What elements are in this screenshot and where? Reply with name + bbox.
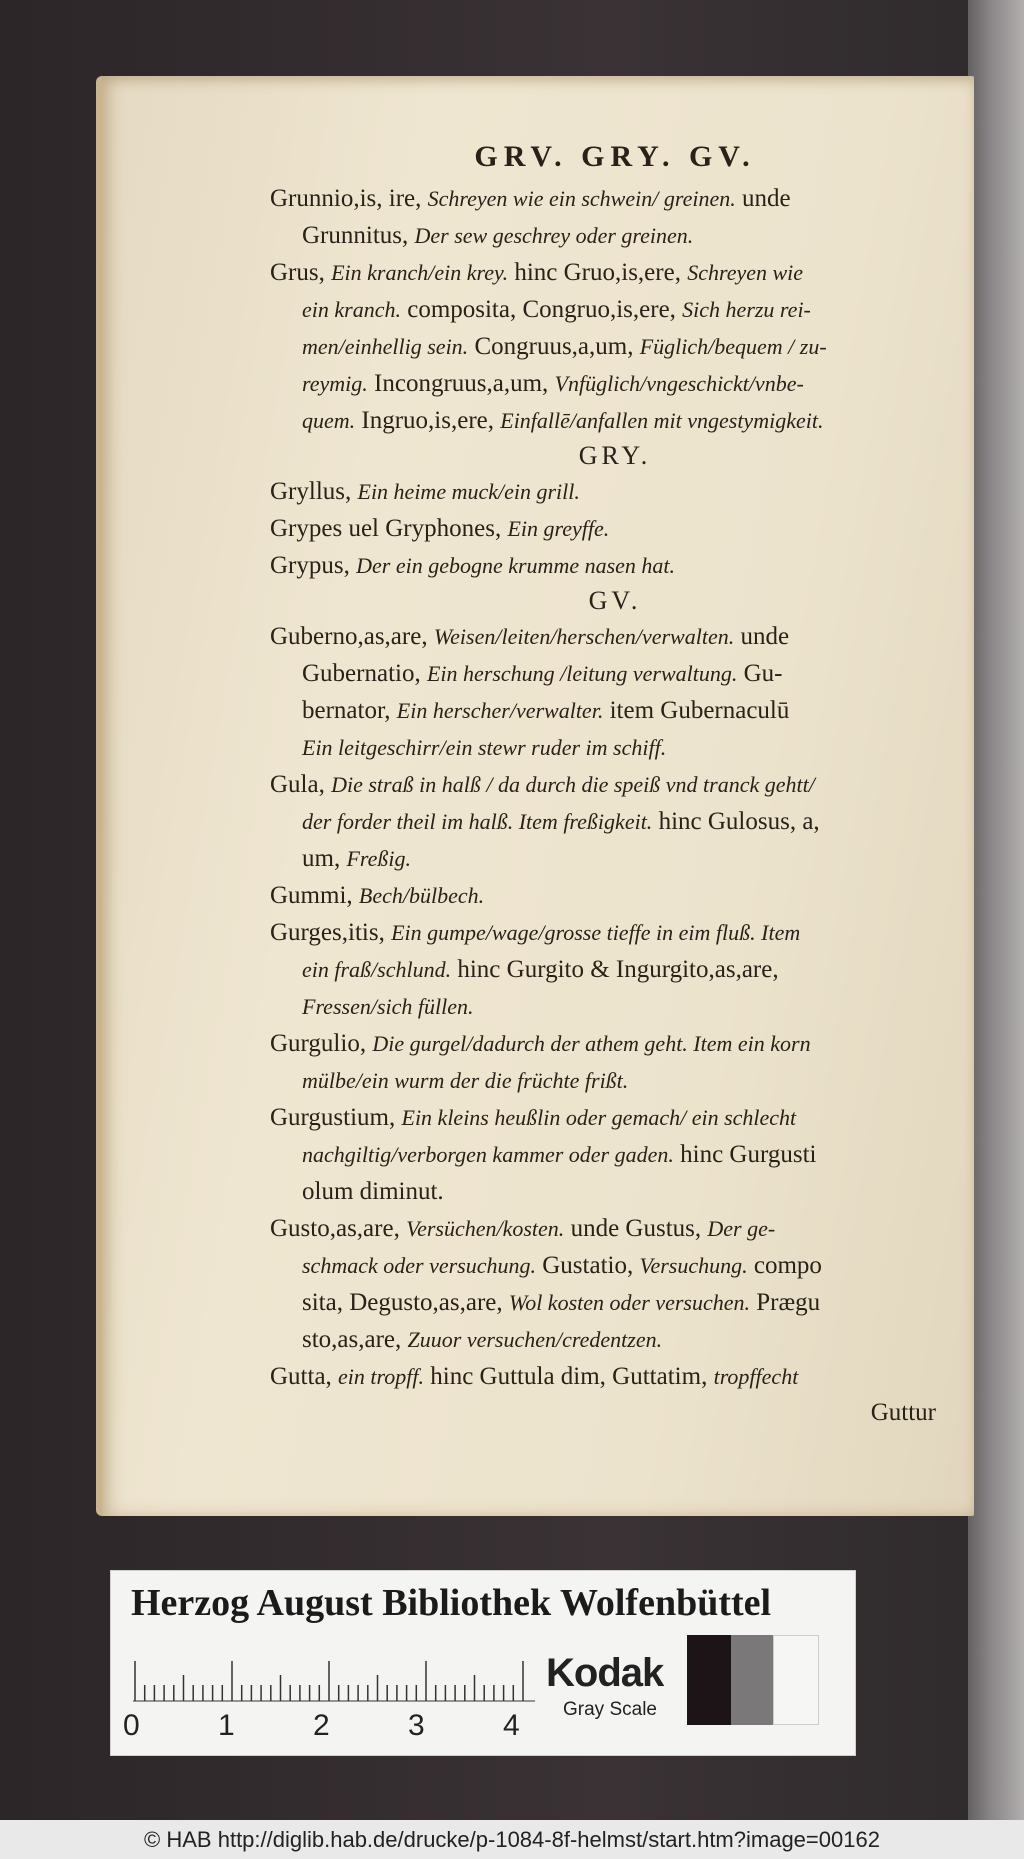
dictionary-entry <box>270 618 960 766</box>
entry-line: sita, Degusto,as,are, Wol kosten oder versuchen. Prægu <box>302 1289 821 1316</box>
ruler-number: 1 <box>218 1709 235 1742</box>
entry-line: Fressen/sich füllen. <box>302 994 474 1019</box>
running-head: GRV. GRY. GV. <box>474 140 756 173</box>
dictionary-entry <box>270 766 960 877</box>
ruler-numbers <box>123 1709 543 1749</box>
gv-entries <box>270 618 960 1395</box>
ruler-scale <box>133 1655 535 1709</box>
library-name: Herzog August Bibliothek Wolfenbüttel <box>131 1582 772 1624</box>
grv-entries <box>270 180 960 439</box>
dictionary-entry <box>270 1358 960 1395</box>
ruler-number: 4 <box>503 1709 520 1742</box>
section-head-gv: GV. <box>588 586 642 615</box>
dictionary-entry <box>270 1025 960 1099</box>
kodak-logo: Kodak <box>546 1651 664 1695</box>
white-swatch <box>773 1635 819 1725</box>
entry-line: der forder theil im halß. Item freßigkeit. hinc Gulosus, a, <box>302 808 820 835</box>
gray-swatch <box>731 1635 773 1725</box>
ruler-number: 3 <box>408 1709 425 1742</box>
dictionary-entry <box>270 547 960 584</box>
catchword: Guttur <box>870 1399 936 1426</box>
entry-line: mülbe/ein wurm der die früchte frißt. <box>302 1068 629 1093</box>
entry-line: reymig. Incongruus,a,um, Vnfüglich/vngeschickt/vnbe- <box>302 370 804 397</box>
entry-line: Ein leitgeschirr/ein stewr ruder im schiff. <box>302 735 667 760</box>
entry-line: Gryllus, Ein heime muck/ein grill. <box>270 478 580 505</box>
dictionary-entry <box>270 180 960 254</box>
entry-line: Gurgustium, Ein kleins heußlin oder gemach/ ein schlecht <box>270 1104 797 1131</box>
entry-line: ein fraß/schlund. hinc Gurgito & Ingurgito,as,are, <box>302 956 779 983</box>
dictionary-entry <box>270 1099 960 1210</box>
dictionary-entry <box>270 877 960 914</box>
entry-line: Grypus, Der ein gebogne krumme nasen hat. <box>270 552 676 579</box>
entry-line: schmack oder versuchung. Gustatio, Versuchung. compo <box>302 1252 822 1279</box>
entry-line: nachgiltig/verborgen kammer oder gaden. hinc Gurgusti <box>302 1141 817 1168</box>
entry-line: Guberno,as,are, Weisen/leiten/herschen/verwalten. unde <box>270 623 790 650</box>
entry-line: bernator, Ein herscher/verwalter. item Gubernaculū <box>302 697 790 724</box>
page-text <box>270 140 960 1431</box>
dictionary-entry <box>270 473 960 510</box>
ruler-number: 2 <box>313 1709 330 1742</box>
ruler-number: 0 <box>123 1709 140 1742</box>
entry-line: Gutta, ein tropff. hinc Guttula dim, Guttatim, tropffecht <box>270 1363 799 1390</box>
entry-line: Gubernatio, Ein herschung /leitung verwaltung. Gu- <box>302 660 783 687</box>
entry-line: quem. Ingruo,is,ere, Einfallē/anfallen mit vngestymigkeit. <box>302 407 824 434</box>
dictionary-entry <box>270 914 960 1025</box>
entry-line: Grunnitus, Der sew geschrey oder greinen. <box>302 222 694 249</box>
dictionary-entry <box>270 1210 960 1358</box>
entry-line: Gula, Die straß in halß / da durch die speiß vnd tranck gehtt/ <box>270 771 815 798</box>
entry-line: Grypes uel Gryphones, Ein greyffe. <box>270 515 610 542</box>
entry-line: Gurges,itis, Ein gumpe/wage/grosse tieffe in eim fluß. Item <box>270 919 801 946</box>
entry-line: ein kranch. composita, Congruo,is,ere, Sich herzu rei- <box>302 296 811 323</box>
entry-line: um, Freßig. <box>302 845 412 872</box>
entry-line: sto,as,are, Zuuor versuchen/credentzen. <box>302 1326 663 1353</box>
dictionary-entry <box>270 510 960 547</box>
dictionary-entry <box>270 254 960 439</box>
section-head-gry: GRY. <box>578 441 652 470</box>
copyright-footer: © HAB http://diglib.hab.de/drucke/p-1084-8f-helmst/start.htm?image=00162 <box>0 1820 1024 1859</box>
entry-line: men/einhellig sein. Congruus,a,um, Füglich/bequem / zu- <box>302 333 827 360</box>
entry-line: Gusto,as,are, Versüchen/kosten. unde Gustus, Der ge- <box>270 1215 776 1242</box>
gray-scale-label: Gray Scale <box>563 1699 657 1720</box>
adjacent-page-edge <box>968 0 1024 1820</box>
entry-line: Grus, Ein kranch/ein krey. hinc Gruo,is,ere, Schreyen wie <box>270 259 804 286</box>
entry-line: Grunnio,is, ire, Schreyen wie ein schwein/ greinen. unde <box>270 185 791 212</box>
entry-line: olum diminut. <box>302 1178 444 1205</box>
entry-line: Gurgulio, Die gurgel/dadurch der athem geht. Item ein korn <box>270 1030 811 1057</box>
color-target-card <box>110 1570 856 1756</box>
black-swatch <box>687 1635 731 1725</box>
gry-entries <box>270 473 960 584</box>
entry-line: Gummi, Bech/bülbech. <box>270 882 485 909</box>
